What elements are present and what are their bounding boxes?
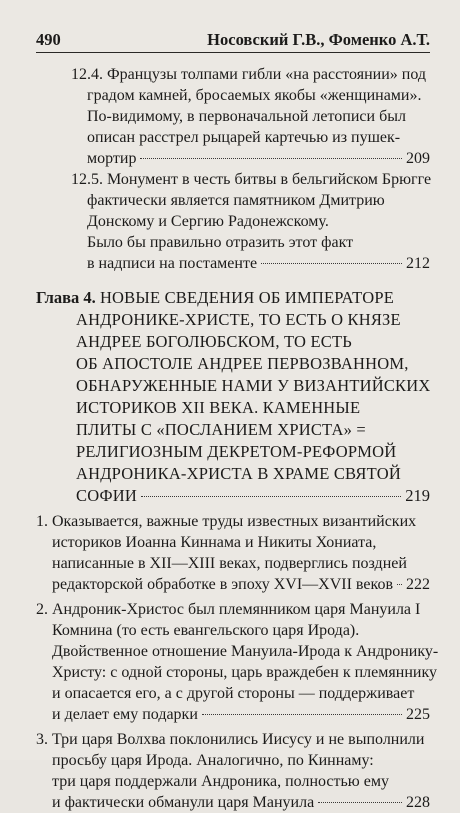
chapter-title-line: ОБ АПОСТОЛЕ АНДРЕЕ ПЕРВОЗВАННОМ, bbox=[76, 354, 409, 373]
toc-last-line bbox=[36, 792, 430, 813]
toc-line: Было бы правильно отразить этот факт bbox=[87, 234, 354, 251]
toc-line: мортир bbox=[87, 150, 137, 167]
toc-line: фактически является памятником Дмитрию bbox=[87, 192, 385, 209]
toc-line: 1. Оказывается, важные труды известных византийских bbox=[36, 513, 417, 530]
toc-line: градом камней, бросаемых якобы «женщинами». bbox=[87, 87, 422, 104]
toc-entry-12-5 bbox=[36, 169, 430, 274]
leader-dots bbox=[318, 801, 402, 803]
toc-entry-2 bbox=[36, 599, 439, 725]
chapter-title-line: ПЛИТЫ С «ПОСЛАНИЕМ ХРИСТА» = bbox=[76, 420, 366, 439]
leader-dots bbox=[202, 713, 402, 715]
toc-line: три царя поддержали Андроника, полностью ему bbox=[52, 773, 389, 790]
chapter-title-line: СОФИИ bbox=[76, 486, 137, 505]
toc-line: 2. Андроник-Христос был племянником царя Мануила I bbox=[36, 601, 421, 618]
running-header bbox=[36, 24, 430, 54]
toc-line: Комнина (то есть евангельского царя Ирода). bbox=[52, 622, 360, 639]
toc-line: По-видимому, в первоначальной летописи был bbox=[87, 108, 406, 125]
chapter-title-line: АНДРОНИКА-ХРИСТА В ХРАМЕ СВЯТОЙ bbox=[76, 464, 401, 483]
header-rule bbox=[36, 52, 430, 53]
chapter-heading-line bbox=[36, 287, 430, 309]
chapter-last-line bbox=[36, 485, 430, 507]
leader-dots bbox=[261, 262, 402, 264]
toc-line: просьбу царя Ирода. Аналогично, по Киннаму: bbox=[52, 752, 374, 769]
toc-line: историков Иоанна Киннама и Никиты Хониата, bbox=[52, 534, 377, 551]
chapter-label: Глава 4. bbox=[36, 288, 96, 307]
leader-dots bbox=[141, 495, 401, 497]
toc-line: и делает ему подарки bbox=[52, 706, 198, 723]
toc-line: написанные в XII—XIII веках, подверглись поздней bbox=[52, 555, 407, 572]
toc-line: 12.4. Французы толпами гибли «на расстоянии» под bbox=[71, 66, 426, 83]
toc-last-line bbox=[71, 253, 430, 274]
toc-page-number: 209 bbox=[406, 150, 430, 167]
toc-line: Донскому и Сергию Радонежскому. bbox=[87, 213, 329, 230]
toc-line: редакторской обработке в эпоху XVI—XVII веков bbox=[52, 576, 393, 593]
chapter-title-line: РЕЛИГИОЗНЫМ ДЕКРЕТОМ-РЕФОРМОЙ bbox=[76, 442, 397, 461]
chapter-title-line: АНДРОНИКЕ-ХРИСТЕ, ТО ЕСТЬ О КНЯЗЕ bbox=[76, 310, 401, 329]
authors: Носовский Г.В., Фоменко А.Т. bbox=[207, 30, 430, 49]
toc-line: 3. Три царя Волхва поклонились Иисусу и не выполнили bbox=[36, 731, 425, 748]
toc-page-number: 219 bbox=[405, 486, 430, 505]
toc-line: описан расстрел рыцарей картечью из пушек- bbox=[87, 129, 401, 146]
toc-line: Христу: с одной стороны, царь враждебен к племяннику bbox=[52, 664, 437, 681]
toc-line: в надписи на постаменте bbox=[87, 255, 258, 272]
chapter-title-line: ИСТОРИКОВ XII ВЕКА. КАМЕННЫЕ bbox=[76, 398, 361, 417]
table-of-contents bbox=[36, 64, 439, 813]
chapter-title-line: НОВЫЕ СВЕДЕНИЯ ОБ ИМПЕРАТОРЕ bbox=[99, 288, 395, 307]
toc-entry-1 bbox=[36, 511, 430, 595]
toc-page-number: 228 bbox=[406, 794, 430, 811]
toc-last-line bbox=[71, 148, 430, 169]
chapter-title-line: ОБНАРУЖЕННЫЕ НАМИ У ВИЗАНТИЙСКИХ bbox=[76, 376, 431, 395]
toc-line: и опасается его, а с другой стороны — поддерживает bbox=[52, 685, 415, 702]
toc-entry-12-4 bbox=[36, 64, 430, 169]
toc-page-number: 225 bbox=[406, 706, 430, 723]
leader-dots bbox=[140, 157, 402, 159]
toc-page-number: 222 bbox=[406, 576, 430, 593]
toc-last-line bbox=[36, 574, 430, 595]
toc-line: и фактически обманули царя Мануила bbox=[52, 794, 315, 811]
chapter-title-line: АНДРЕЕ БОГОЛЮБСКОМ, ТО ЕСТЬ bbox=[76, 332, 352, 351]
chapter-heading bbox=[36, 287, 430, 507]
toc-entry-3 bbox=[36, 729, 430, 813]
leader-dots bbox=[397, 583, 402, 585]
toc-last-line bbox=[36, 704, 430, 725]
page-number: 490 bbox=[36, 30, 61, 49]
toc-page-number: 212 bbox=[406, 255, 430, 272]
toc-line: 12.5. Монумент в честь битвы в бельгийском Брюгге bbox=[71, 171, 432, 188]
toc-line: Двойственное отношение Мануила-Ирода к Андронику- bbox=[52, 643, 439, 660]
